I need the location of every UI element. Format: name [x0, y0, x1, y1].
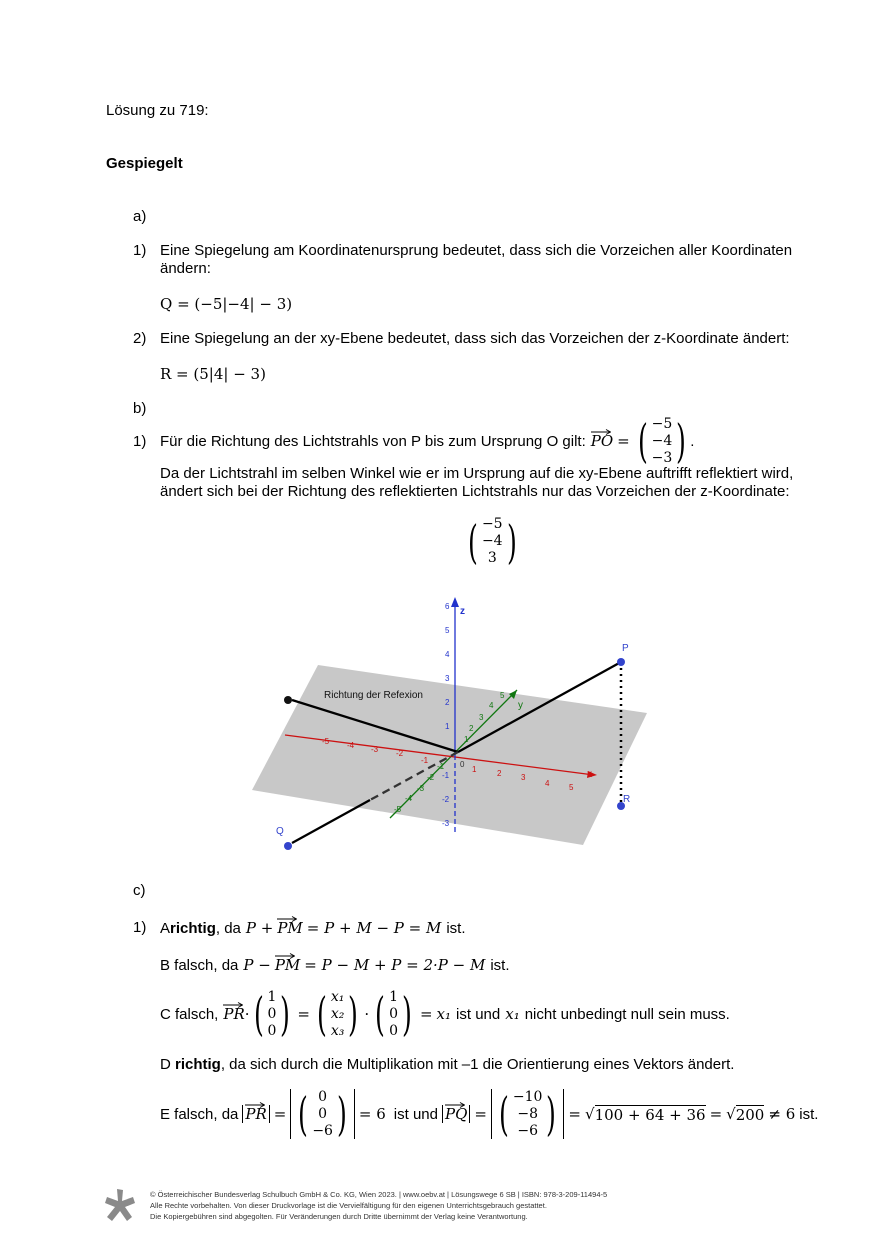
- x-tick-label: 1: [472, 765, 477, 774]
- statement-e-eq4: =: [568, 1105, 581, 1123]
- vector-pm: PM: [275, 956, 300, 974]
- y-tick-label: -5: [394, 805, 402, 814]
- part-b-result-vector: ( −5 −4 3 ): [468, 514, 517, 569]
- statement-c-mid: ist und: [456, 1005, 501, 1023]
- z-axis-label: z: [460, 606, 465, 617]
- vector-pr: PR: [245, 1105, 267, 1123]
- footer-line-1: © Österreichischer Bundesverlag Schulbuch GmbH & Co. KG, Wien 2023. | www.oebv.at | Lösungswege 6 SB | ISBN: 978-3-209-11494-5: [150, 1190, 608, 1199]
- statement-a-formula-b: = P + M − P = M: [306, 919, 442, 937]
- origin-label: 0: [460, 760, 465, 769]
- statement-b: [160, 952, 510, 978]
- statement-e-norm-pr: [242, 1105, 269, 1123]
- statement-c-eq: =: [297, 1005, 310, 1023]
- statement-c-x1: x₁: [436, 1005, 452, 1023]
- part-b-para-1: Da der Lichtstrahl im selben Winkel wie er im Ursprung auf die xy-Ebene auftrifft reflektiert wird,: [160, 465, 794, 482]
- part-b-item1-line: [160, 416, 694, 466]
- statement-b-end: ist.: [490, 956, 510, 974]
- xy-plane: [252, 665, 647, 845]
- coordinate-figure: [245, 590, 655, 860]
- x-axis-label: x: [587, 769, 592, 780]
- statement-e-eq1: =: [273, 1105, 287, 1123]
- x-tick-label: 3: [521, 773, 526, 782]
- x-tick-label: 4: [545, 779, 550, 788]
- vector-po: PO: [591, 432, 613, 450]
- statement-a-mid: , da: [215, 919, 241, 937]
- label-q: Q: [276, 826, 284, 837]
- z-axis-arrow: [451, 597, 459, 607]
- part-a-item2-num: 2): [133, 330, 147, 347]
- footer-line-2: Alle Rechte vorbehalten. Von dieser Druckvorlage ist die Vervielfältigung für den eigenen Unterrichtsgebrauch gestattet.: [150, 1201, 547, 1210]
- statement-b-prefix: B falsch, da: [160, 956, 239, 974]
- part-b-vector-po-matrix: ( −5 −4 −3 ): [637, 414, 687, 468]
- statement-e-norm-pq: [442, 1105, 470, 1123]
- part-a-item1-num: 1): [133, 242, 147, 259]
- statement-c-x1b: x₁: [505, 1005, 520, 1023]
- statement-b-formula-a: P −: [243, 956, 271, 974]
- statement-d: [160, 1056, 734, 1073]
- statement-c-prefix: C falsch,: [160, 1005, 219, 1023]
- point-reflexion-end: [284, 696, 292, 704]
- statement-a-prefix: A: [160, 919, 171, 937]
- part-b-label: b): [133, 400, 147, 417]
- y-tick-label: 5: [500, 691, 505, 700]
- statement-c-matrix-3: ( 1 0 0 ): [375, 987, 412, 1041]
- statement-a: [160, 915, 466, 941]
- statement-c: [160, 988, 730, 1040]
- ray-origin-to-q: [292, 800, 370, 843]
- vector-pr: PR: [223, 1005, 244, 1023]
- statement-e-eq2: = 6: [358, 1105, 386, 1123]
- statement-d-bold: richtig: [175, 1056, 221, 1073]
- point-q: [284, 842, 292, 850]
- statement-e-neq: ≠ 6: [768, 1105, 796, 1123]
- y-axis-label: y: [518, 700, 523, 711]
- vector-pm: PM: [277, 919, 302, 937]
- part-a-formula-r: R = (5|4| − 3): [160, 365, 266, 383]
- z-tick-label: -1: [442, 771, 450, 780]
- y-tick-label: -1: [437, 762, 445, 771]
- solution-heading: Lösung zu 719:: [106, 102, 209, 119]
- point-p: [617, 658, 625, 666]
- part-a-item1-text-1: Eine Spiegelung am Koordinatenursprung bedeutet, dass sich die Vorzeichen aller Koordinaten: [160, 242, 793, 259]
- statement-e-eq3: =: [474, 1105, 487, 1123]
- statement-c-end: nicht unbedingt null sein muss.: [524, 1005, 730, 1023]
- y-tick-label: 3: [479, 713, 484, 722]
- z-tick-label: 2: [445, 698, 450, 707]
- part-c-label: c): [133, 882, 146, 899]
- publisher-logo-icon: [104, 1188, 136, 1222]
- statement-d-prefix: D: [160, 1056, 175, 1073]
- vector-pq: PQ: [445, 1105, 468, 1123]
- label-r: R: [623, 794, 631, 805]
- statement-c-matrix-1: ( 1 0 0 ): [253, 987, 291, 1041]
- y-tick-label: 4: [489, 701, 494, 710]
- part-b-eq: =: [617, 432, 630, 450]
- part-b-item1-text: Für die Richtung des Lichtstrahls von P bis zum Ursprung O gilt:: [160, 432, 586, 450]
- statement-e-sqrt2: 200: [735, 1105, 765, 1124]
- statement-e-norm-matrix-2: ( −10 −8 −6 ): [491, 1089, 564, 1139]
- sqrt-sign: √: [726, 1105, 736, 1123]
- statement-c-dot2: ·: [364, 1005, 370, 1023]
- y-tick-label: 2: [469, 724, 474, 733]
- z-tick-label: 4: [445, 650, 450, 659]
- statement-d-text: , da sich durch die Multiplikation mit –1 die Orientierung eines Vektors ändert.: [220, 1056, 735, 1073]
- statement-a-bold: richtig: [170, 919, 216, 937]
- part-a-formula-q: Q = (−5|−4| − 3): [160, 295, 293, 313]
- part-a-item1-text-2: ändern:: [160, 260, 211, 277]
- label-p: P: [622, 643, 629, 654]
- statement-e-sqrt1: 100 + 64 + 36: [594, 1105, 706, 1124]
- statement-c-dot: ·: [244, 1005, 250, 1023]
- y-tick-label: -3: [417, 784, 425, 793]
- y-tick-label: 1: [464, 735, 469, 744]
- z-tick-label: 5: [445, 626, 450, 635]
- x-tick-label: -1: [421, 756, 429, 765]
- x-tick-label: -5: [322, 737, 330, 746]
- y-tick-label: -2: [427, 773, 435, 782]
- statement-a-end: ist.: [446, 919, 466, 937]
- exercise-title: Gespiegelt: [106, 155, 183, 172]
- statement-e-norm-matrix-1: ( 0 0 −6 ): [290, 1089, 355, 1139]
- statement-e-mid: ist und: [393, 1105, 438, 1123]
- part-b-para-2: ändert sich bei der Richtung des reflektierten Lichtstrahls nur das Vorzeichen der z-Koordinate:: [160, 483, 790, 500]
- z-tick-label: -2: [442, 795, 450, 804]
- label-reflexion: Richtung der Refexion: [324, 690, 423, 701]
- statement-e-eq5: =: [709, 1105, 723, 1123]
- statement-c-eq2: =: [419, 1005, 433, 1023]
- x-tick-label: 5: [569, 783, 574, 792]
- z-tick-label: -3: [442, 819, 450, 828]
- part-a-label: a): [133, 208, 147, 225]
- x-tick-label: -2: [396, 749, 404, 758]
- statement-e-prefix: E falsch, da: [160, 1105, 239, 1123]
- statement-e-end: ist.: [799, 1105, 819, 1123]
- statement-b-formula-b: = P − M + P = 2·P − M: [304, 956, 486, 974]
- x-tick-label: 2: [497, 769, 502, 778]
- footer-line-3: Die Kopiergebühren sind abgegolten. Für Veränderungen durch Dritte übernimmt der Verlag keine Verantwortung.: [150, 1212, 528, 1221]
- part-b-item1-num: 1): [133, 433, 147, 450]
- z-tick-label: 3: [445, 674, 450, 683]
- statement-e: [160, 1088, 818, 1140]
- x-tick-label: -3: [371, 745, 379, 754]
- sqrt-sign: √: [585, 1105, 595, 1123]
- part-a-item2-text: Eine Spiegelung an der xy-Ebene bedeutet, dass sich das Vorzeichen der z-Koordinate ändert:: [160, 330, 790, 347]
- statement-a-formula-a: P +: [245, 919, 274, 937]
- z-tick-label: 6: [445, 602, 450, 611]
- statement-c-matrix-2: ( x₁ x₂ x₃ ): [316, 987, 359, 1041]
- part-c-item1-num: 1): [133, 919, 147, 936]
- z-tick-label: 1: [445, 722, 450, 731]
- part-b-period: .: [690, 432, 695, 450]
- y-tick-label: -4: [405, 794, 413, 803]
- x-tick-label: -4: [347, 741, 355, 750]
